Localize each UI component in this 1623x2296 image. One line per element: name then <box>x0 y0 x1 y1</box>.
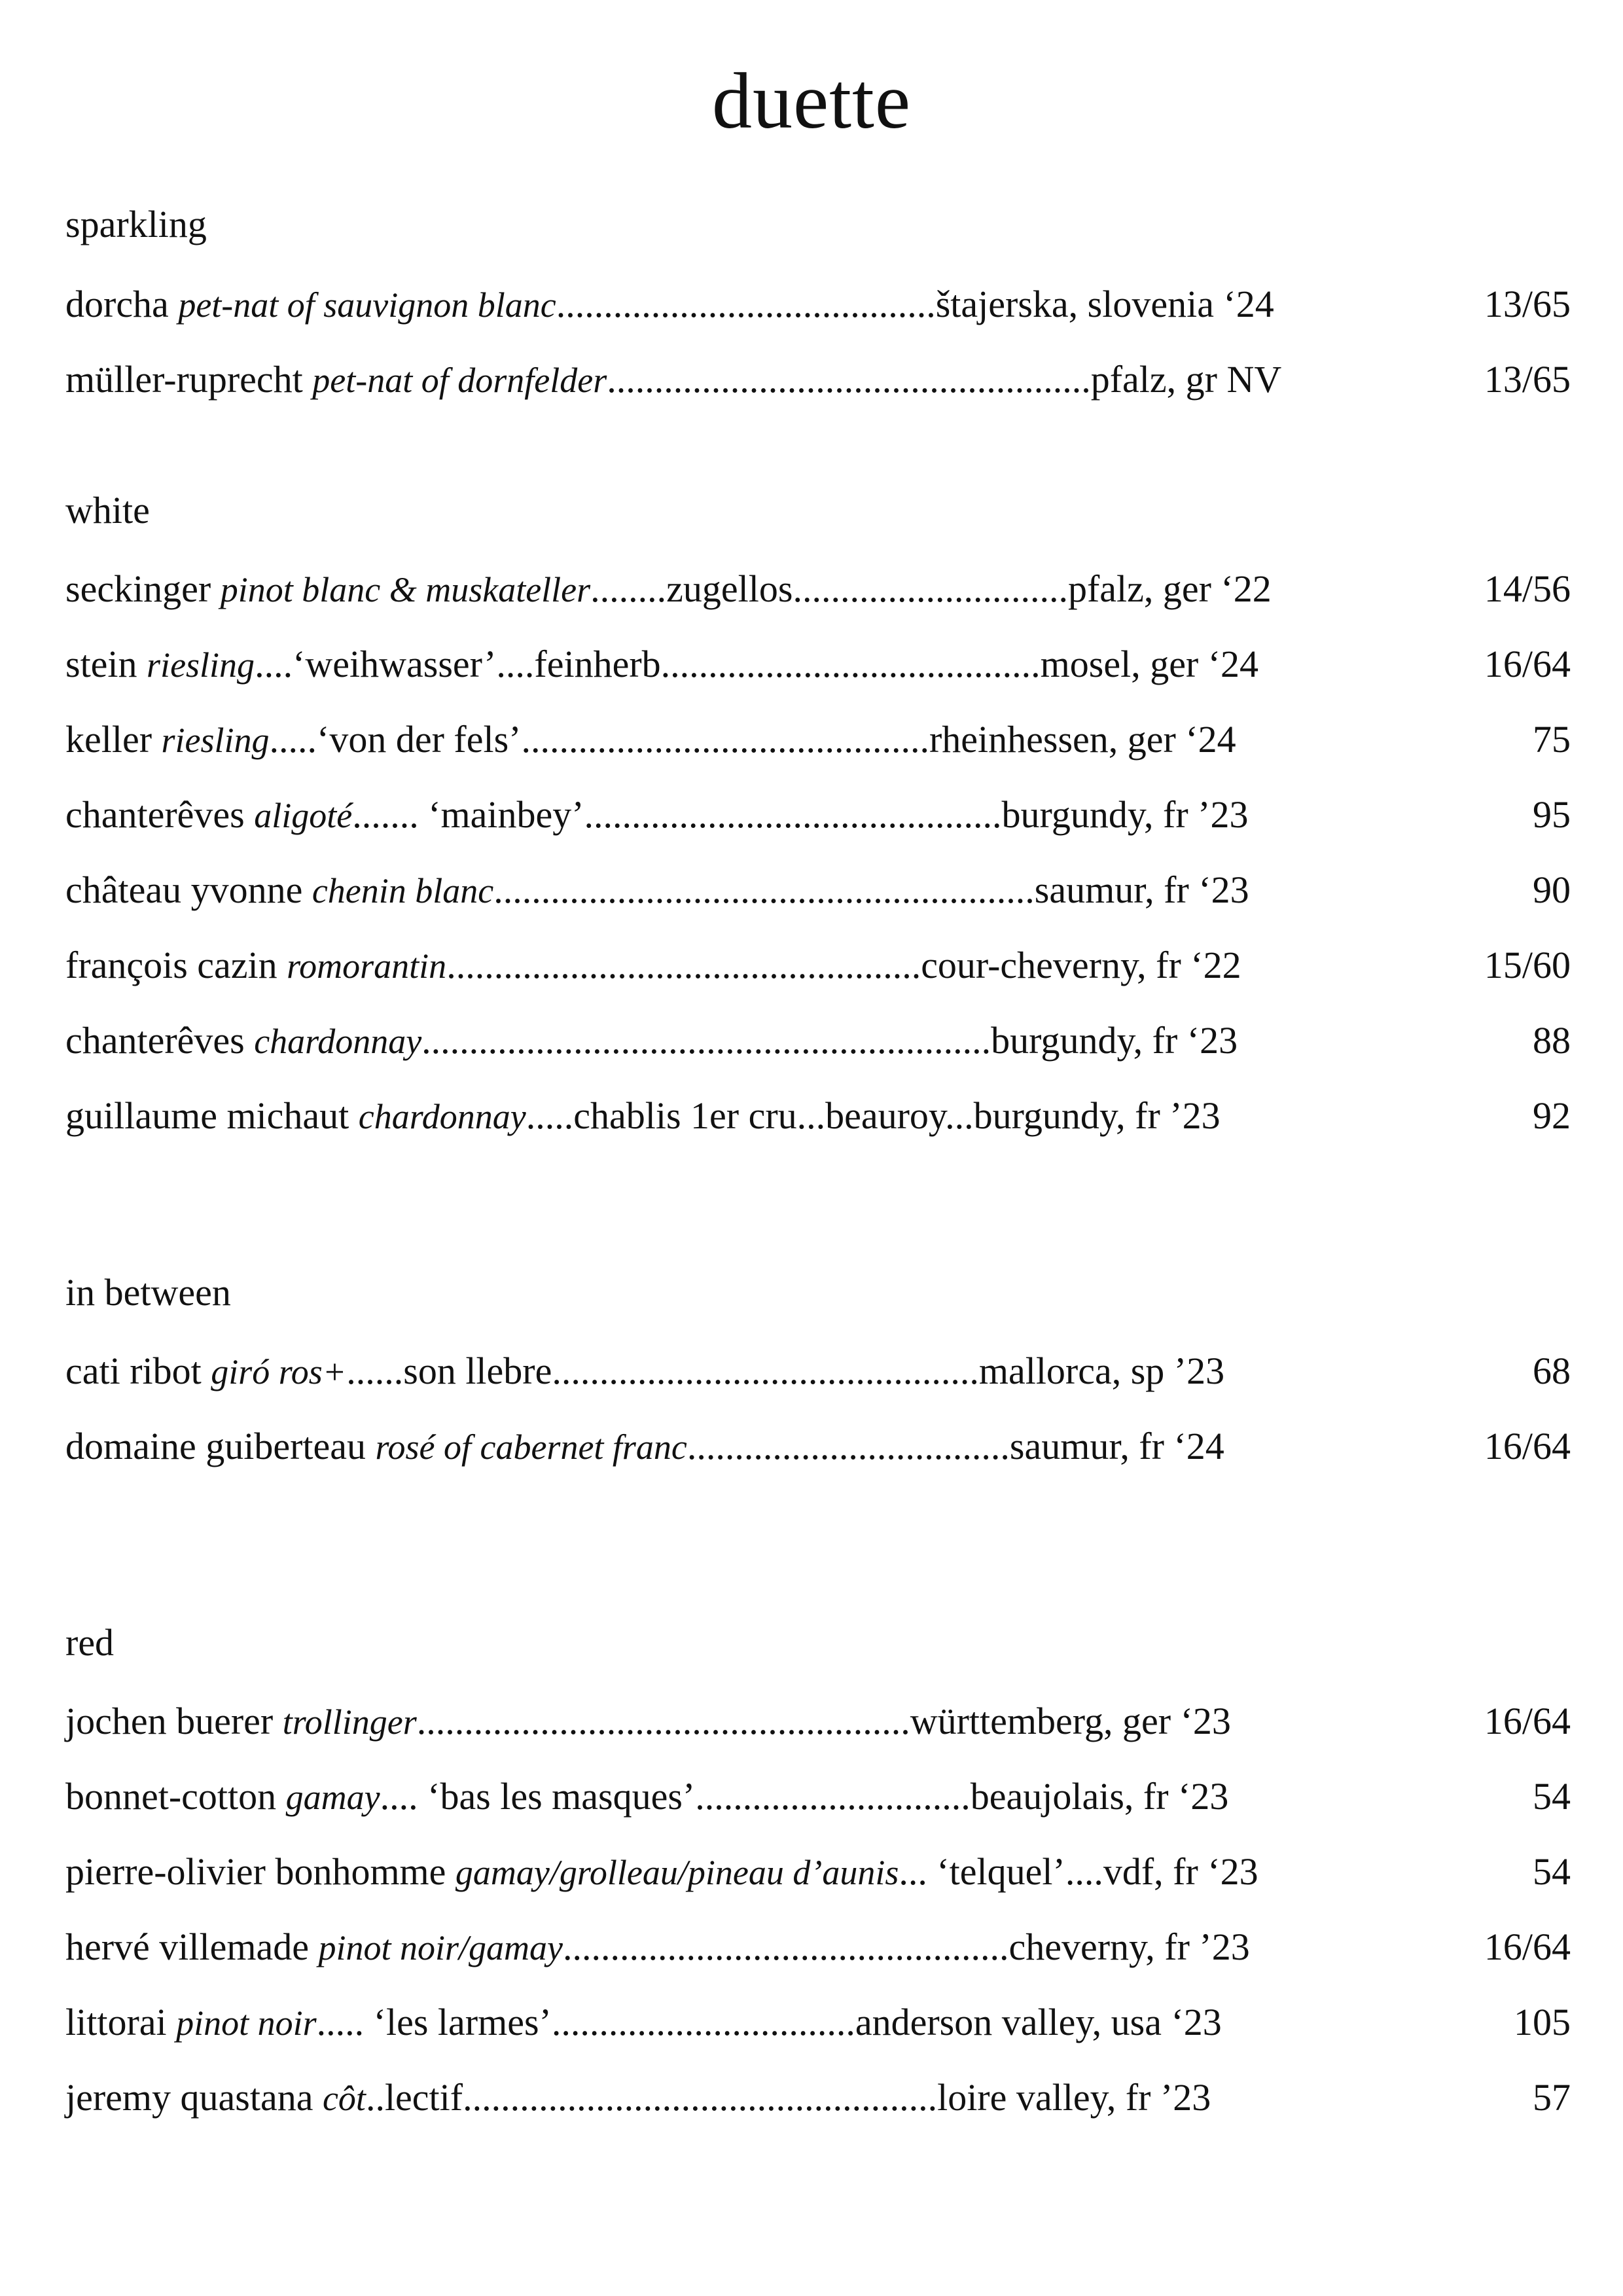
wine-producer: littorai <box>65 2001 177 2043</box>
wine-price: 15/60 <box>1484 944 1571 986</box>
wine-price: 54 <box>1533 1850 1571 1893</box>
wine-list-item <box>65 1774 1590 1820</box>
wine-list-item <box>65 1424 1590 1469</box>
wine-variety: giró ros+ <box>211 1352 347 1391</box>
wine-variety: romorantin <box>287 946 447 986</box>
wine-details: ..................................................cour-cheverny, fr ‘22 <box>446 944 1241 986</box>
wine-price: 14/56 <box>1484 567 1571 610</box>
wine-list-item <box>65 1698 1590 1744</box>
wine-producer: dorcha <box>65 283 179 325</box>
section-heading: white <box>65 489 150 531</box>
wine-details: .....‘von der fels’...........................................rheinhessen, ger ‘24 <box>269 718 1236 761</box>
wine-price: 13/65 <box>1484 283 1571 325</box>
wine-entry <box>65 1348 1224 1395</box>
wine-entry <box>65 867 1249 914</box>
wine-producer: domaine guiberteau <box>65 1425 376 1467</box>
wine-producer: cati ribot <box>65 1350 211 1392</box>
wine-producer: jochen buerer <box>65 1700 283 1742</box>
wine-entry <box>65 717 1236 763</box>
wine-price: 54 <box>1533 1775 1571 1818</box>
wine-variety: pet-nat of dornfelder <box>312 361 607 400</box>
wine-list-item <box>65 1849 1590 1895</box>
wine-price: 68 <box>1533 1350 1571 1392</box>
wine-variety: pinot noir <box>176 2003 317 2043</box>
wine-variety: riesling <box>147 645 255 685</box>
wine-price: 16/64 <box>1484 643 1571 685</box>
wine-variety: pinot blanc & muskateller <box>220 570 591 609</box>
wine-producer: françois cazin <box>65 944 287 986</box>
wine-list-item <box>65 1018 1590 1064</box>
wine-entry <box>65 2000 1222 2046</box>
wine-producer: jeremy quastana <box>65 2076 323 2119</box>
wine-entry <box>65 1093 1221 1139</box>
wine-entry <box>65 1424 1224 1470</box>
wine-price: 92 <box>1533 1094 1571 1137</box>
wine-entry <box>65 357 1281 403</box>
wine-details: ...................................................pfalz, gr NV <box>607 358 1282 401</box>
wine-entry <box>65 792 1249 838</box>
wine-list-item <box>65 1093 1590 1139</box>
wine-details: ........................................štajerska, slovenia ‘24 <box>556 283 1274 325</box>
wine-producer: stein <box>65 643 147 685</box>
wine-details: .... ‘bas les masques’.............................beaujolais, fr ‘23 <box>380 1775 1229 1818</box>
wine-price: 75 <box>1533 718 1571 761</box>
wine-entry <box>65 1018 1238 1064</box>
wine-variety: rosé of cabernet franc <box>375 1427 687 1467</box>
wine-variety: chardonnay <box>358 1097 526 1136</box>
wine-producer: chanterêves <box>65 793 255 836</box>
wine-variety: gamay/grolleau/pineau d’aunis <box>455 1853 899 1892</box>
wine-price: 95 <box>1533 793 1571 836</box>
wine-entry <box>65 1924 1250 1971</box>
wine-details: ..................................saumur, fr ‘24 <box>687 1425 1224 1467</box>
wine-producer: pierre-olivier bonhomme <box>65 1850 455 1893</box>
wine-details: .........................................................saumur, fr ‘23 <box>493 869 1249 911</box>
wine-variety: pinot noir/gamay <box>318 1928 563 1967</box>
wine-producer: chanterêves <box>65 1019 255 1062</box>
wine-list-item <box>65 717 1590 762</box>
section-heading: in between <box>65 1271 231 1314</box>
wine-producer: guillaume michaut <box>65 1094 359 1137</box>
section-heading: sparkling <box>65 203 207 245</box>
wine-list-item <box>65 942 1590 988</box>
wine-producer: müller-ruprecht <box>65 358 313 401</box>
wine-variety: pet-nat of sauvignon blanc <box>178 285 556 325</box>
wine-entry <box>65 1774 1228 1820</box>
wine-list-item <box>65 641 1590 687</box>
wine-price: 16/64 <box>1484 1425 1571 1467</box>
wine-entry <box>65 1849 1258 1895</box>
wine-list-item <box>65 281 1590 327</box>
wine-list-item <box>65 867 1590 913</box>
wine-variety: côt <box>322 2079 366 2118</box>
wine-list-item <box>65 2000 1590 2045</box>
wine-list-item <box>65 792 1590 838</box>
wine-entry <box>65 641 1258 688</box>
wine-details: ........zugellos.............................pfalz, ger ‘22 <box>590 567 1272 610</box>
wine-price: 16/64 <box>1484 1700 1571 1742</box>
wine-variety: chardonnay <box>254 1022 422 1061</box>
wine-entry <box>65 566 1272 613</box>
section-heading: red <box>65 1621 115 1664</box>
wine-producer: hervé villemade <box>65 1926 319 1968</box>
wine-details: ......son llebre.............................................mallorca, sp ’23 <box>346 1350 1225 1392</box>
wine-details: ...............................................cheverny, fr ’23 <box>563 1926 1250 1968</box>
wine-variety: chenin blanc <box>312 871 494 910</box>
wine-details: .....chablis 1er cru...beauroy...burgundy, fr ’23 <box>526 1094 1221 1137</box>
wine-details: ............................................................burgundy, fr ‘23 <box>421 1019 1238 1062</box>
wine-details: ....... ‘mainbey’............................................burgundy, fr ’23 <box>352 793 1249 836</box>
wine-price: 90 <box>1533 869 1571 911</box>
wine-price: 105 <box>1514 2001 1571 2043</box>
wine-list-item <box>65 357 1590 403</box>
wine-entry <box>65 1698 1231 1745</box>
wine-list-item <box>65 1924 1590 1970</box>
wine-details: ....................................................württemberg, ger ‘23 <box>416 1700 1231 1742</box>
wine-price: 13/65 <box>1484 358 1571 401</box>
menu-title: duette <box>711 57 912 145</box>
wine-entry <box>65 281 1274 328</box>
wine-price: 16/64 <box>1484 1926 1571 1968</box>
wine-price: 88 <box>1533 1019 1571 1062</box>
wine-price: 57 <box>1533 2076 1571 2119</box>
wine-producer: château yvonne <box>65 869 312 911</box>
wine-list-item <box>65 2075 1590 2121</box>
wine-variety: riesling <box>161 721 270 760</box>
wine-list-item <box>65 566 1590 612</box>
wine-list-item <box>65 1348 1590 1394</box>
wine-variety: aligoté <box>254 796 353 835</box>
wine-details: ..lectif..................................................loire valley, fr ’23 <box>365 2076 1211 2119</box>
wine-entry <box>65 2075 1211 2121</box>
wine-details: ....‘weihwasser’....feinherb........................................mosel, ger ‘24 <box>255 643 1259 685</box>
wine-details: ..... ‘les larmes’................................anderson valley, usa ‘23 <box>316 2001 1222 2043</box>
wine-details: ... ‘telquel’....vdf, fr ‘23 <box>899 1850 1258 1893</box>
wine-variety: trollinger <box>282 1702 417 1742</box>
wine-entry <box>65 942 1241 989</box>
wine-variety: gamay <box>285 1778 380 1817</box>
wine-producer: bonnet-cotton <box>65 1775 286 1818</box>
wine-producer: seckinger <box>65 567 221 610</box>
wine-producer: keller <box>65 718 162 761</box>
